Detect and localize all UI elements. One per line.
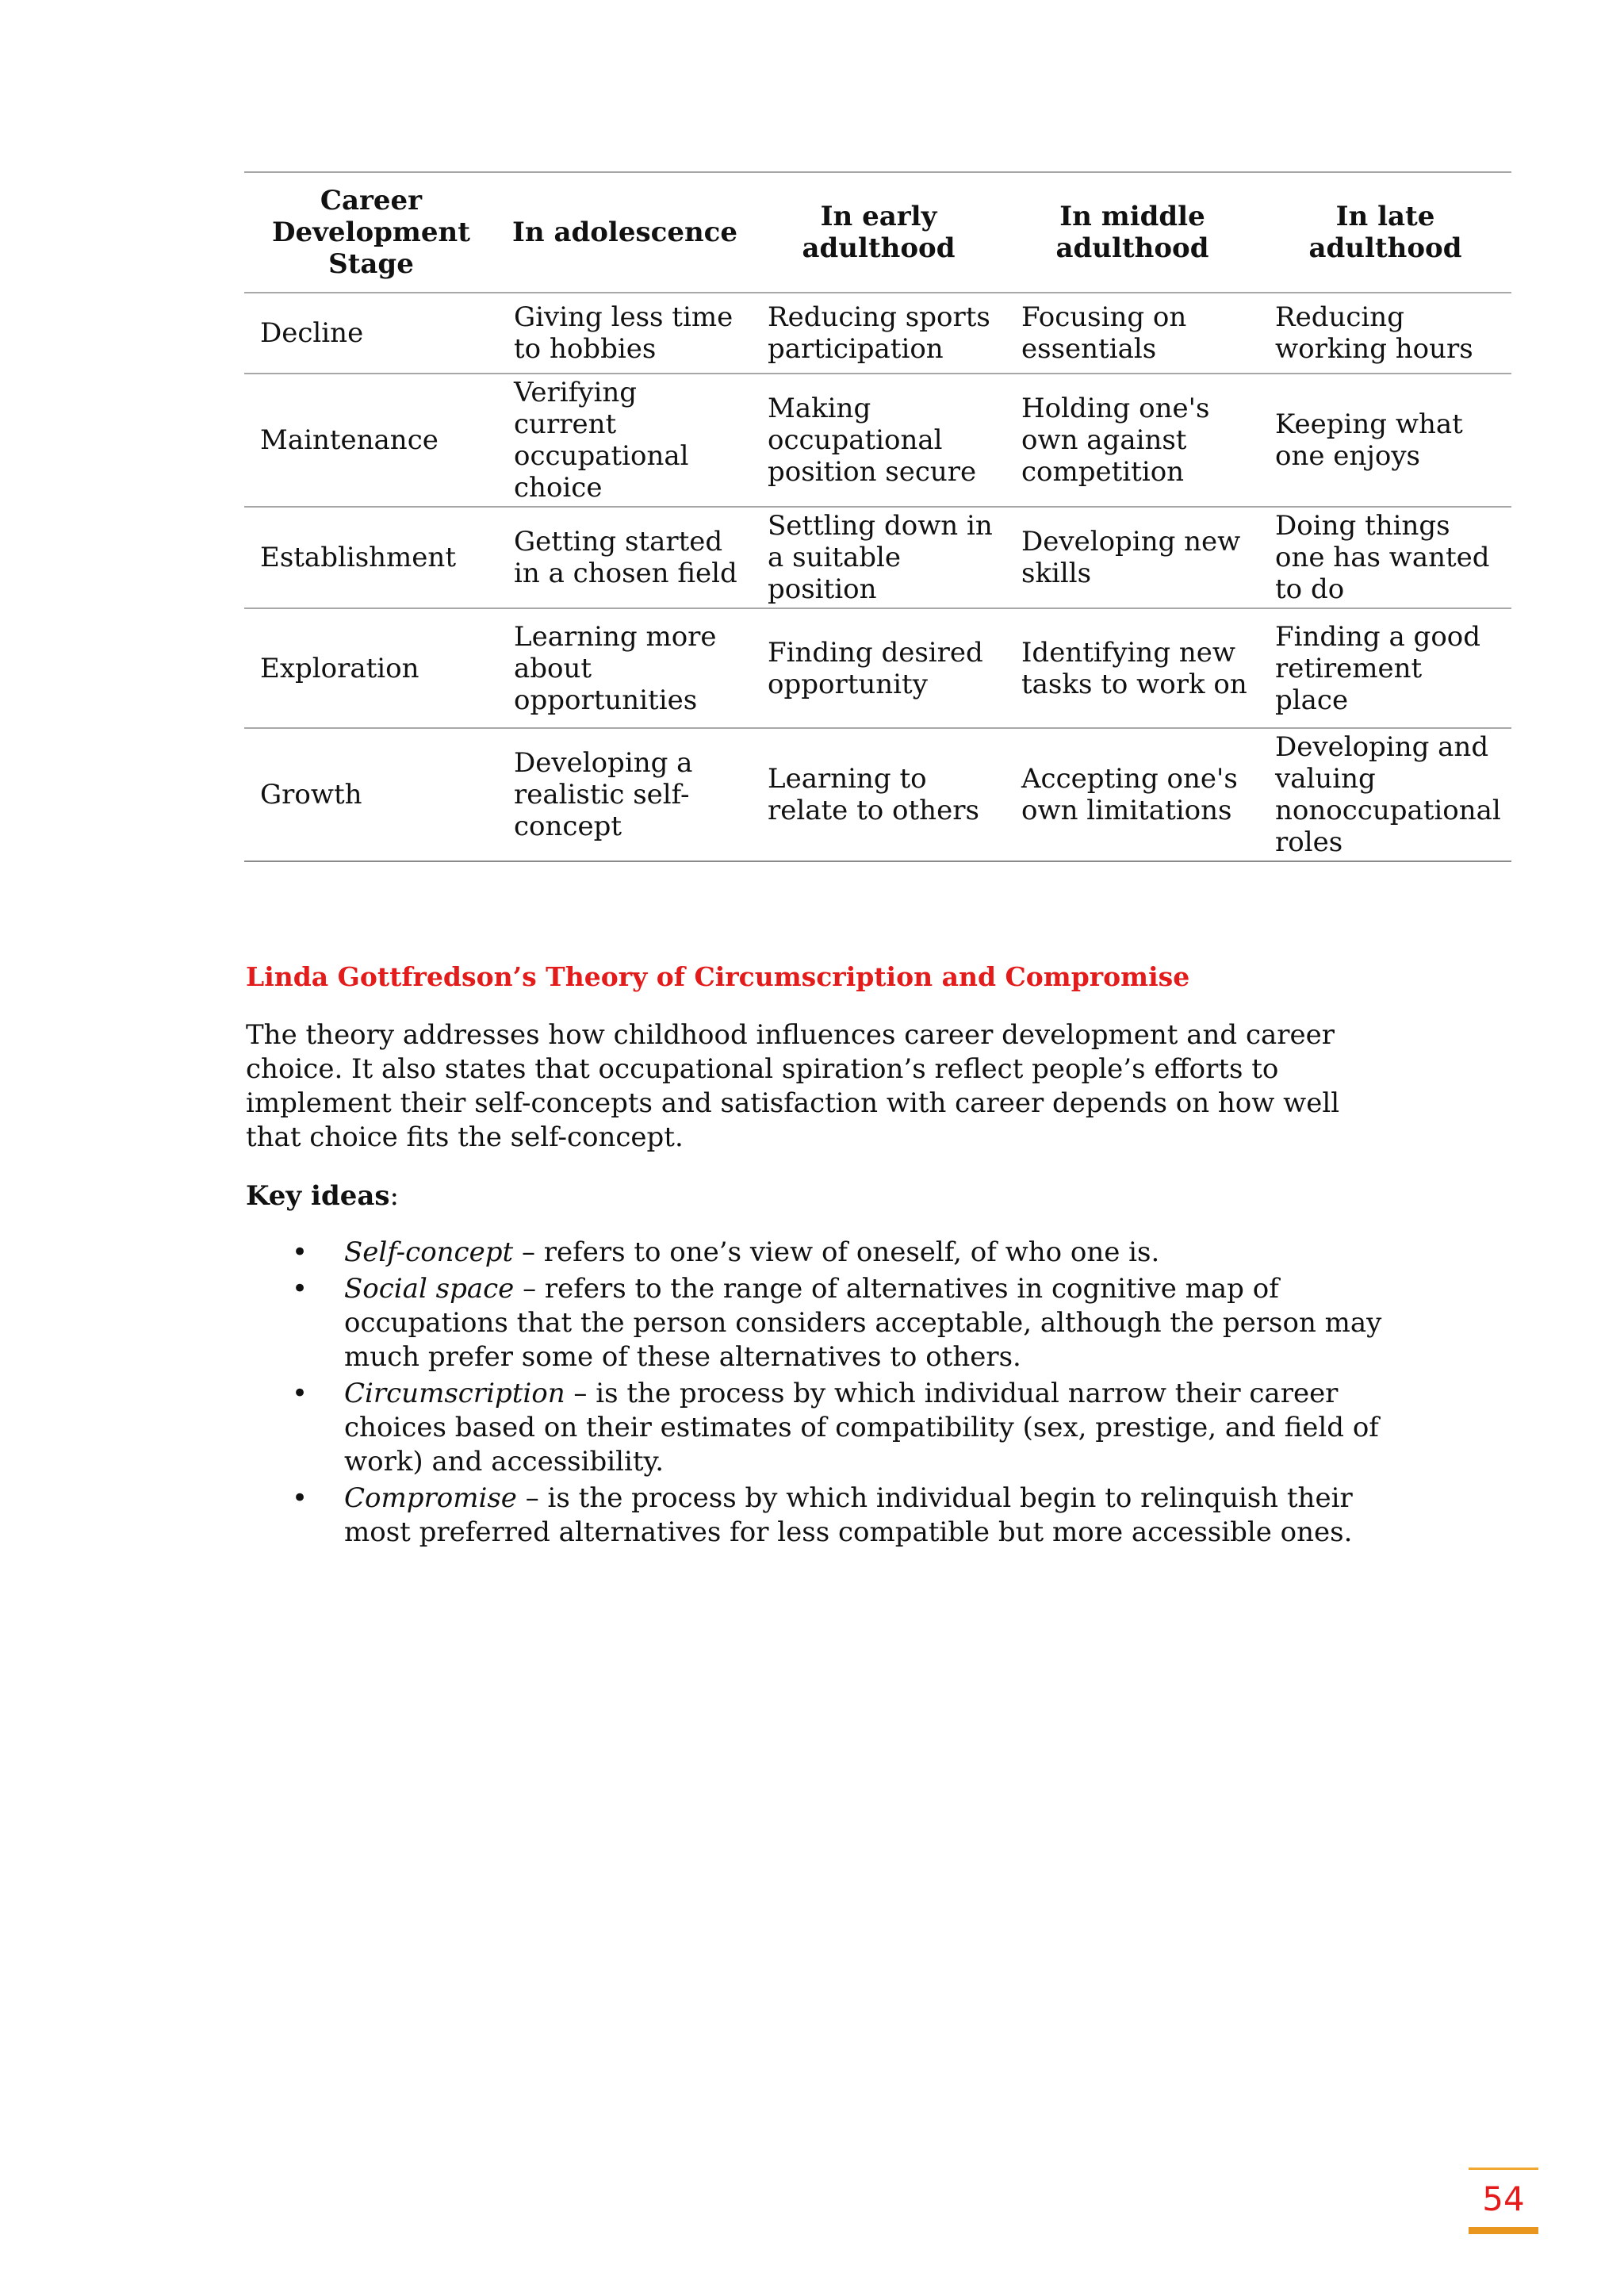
- list-item: [246, 1236, 1396, 1270]
- table-cell: Focusing on essentials: [1021, 301, 1187, 365]
- table-cell: Giving less time to hobbies: [514, 301, 733, 365]
- page-number-bottom-rule: [1469, 2227, 1538, 2234]
- key-ideas-label: Key ideas: [246, 1180, 390, 1212]
- table-cell: Verifying current occupational choice: [514, 377, 689, 504]
- table-cell-stage: Growth: [260, 779, 362, 811]
- table-header-cell: In early adulthood: [802, 201, 956, 264]
- table-cell: Getting started in a chosen field: [514, 526, 737, 589]
- table-row: [244, 293, 1511, 374]
- bullet-icon: •: [292, 1378, 308, 1409]
- table-cell: Learning more about opportunities: [514, 620, 717, 716]
- table-row: [244, 728, 1511, 861]
- idea-term: Circumscription: [344, 1378, 565, 1409]
- bullet-icon: •: [292, 1482, 308, 1514]
- table-cell: Learning to relate to others: [768, 763, 979, 826]
- idea-text: – is the process by which individual narrow their career choices based on their estimates of compatibility (sex, prestige, and field of work) and accessibility.: [344, 1378, 1379, 1478]
- table-cell: Finding a good retirement place: [1275, 620, 1481, 716]
- table-cell: Doing things one has wanted to do: [1275, 510, 1490, 605]
- table-cell: Holding one's own against competition: [1021, 393, 1210, 488]
- table-header-row: [244, 172, 1511, 293]
- idea-text: – refers to the range of alternatives in cognitive map of occupations that the person considers acceptable, although the person may much prefer some of these alternatives to others.: [344, 1273, 1382, 1373]
- key-ideas-list: [246, 1236, 1396, 1552]
- table-cell: Identifying new tasks to work on: [1021, 636, 1247, 700]
- table-cell-stage: Decline: [260, 317, 364, 349]
- table-cell: Reducing sports participation: [768, 301, 990, 365]
- table-header-cell: Career Development Stage: [272, 185, 470, 280]
- career-stages-table-container: [244, 171, 1511, 862]
- section-title: Linda Gottfredson’s Theory of Circumscription and Compromise: [246, 961, 1190, 992]
- table-cell: Accepting one's own limitations: [1021, 763, 1238, 826]
- table-cell: Making occupational position secure: [768, 393, 977, 488]
- bullet-icon: •: [292, 1236, 308, 1268]
- page-number-box: [1469, 2168, 1538, 2231]
- table-row: [244, 507, 1511, 608]
- table-header-cell: In middle adulthood: [1055, 201, 1209, 264]
- table-cell: Keeping what one enjoys: [1275, 408, 1463, 472]
- page-number-top-rule: [1469, 2168, 1538, 2170]
- bullet-icon: •: [292, 1273, 308, 1305]
- table-cell: Reducing working hours: [1275, 301, 1473, 365]
- table-row: [244, 608, 1511, 728]
- table-header-cell: In adolescence: [511, 217, 738, 248]
- intro-paragraph: The theory addresses how childhood influences career development and career choice. It also states that occupational spiration’s reflect people’s efforts to implement their self-concepts and satisfaction with career depends on how well that choice fits the self-concept.: [246, 1019, 1340, 1153]
- table-cell-stage: Establishment: [260, 542, 456, 573]
- idea-term: Self-concept: [344, 1236, 514, 1268]
- table-header-cell: In late adulthood: [1308, 201, 1462, 264]
- table-cell: Developing new skills: [1021, 526, 1241, 589]
- career-stages-table: [244, 171, 1511, 862]
- idea-term: Compromise: [344, 1482, 517, 1514]
- table-cell: Developing a realistic self-concept: [514, 747, 693, 842]
- table-cell: Finding desired opportunity: [768, 636, 983, 700]
- key-ideas-colon: :: [389, 1180, 399, 1212]
- list-item: [246, 1377, 1396, 1479]
- key-ideas-heading: [246, 1179, 399, 1213]
- list-item: [246, 1272, 1396, 1374]
- list-item: [246, 1481, 1396, 1550]
- table-cell-stage: Maintenance: [260, 424, 439, 456]
- idea-term: Social space: [344, 1273, 515, 1305]
- table-cell-stage: Exploration: [260, 652, 419, 684]
- page-number: 54: [1482, 2179, 1525, 2218]
- idea-text: – is the process by which individual begin to relinquish their most preferred alternatives for less compatible but more accessible ones.: [344, 1482, 1353, 1548]
- table-row: [244, 374, 1511, 507]
- idea-text: – refers to one’s view of oneself, of who one is.: [513, 1236, 1160, 1268]
- table-cell: Developing and valuing nonoccupational roles: [1275, 731, 1501, 858]
- table-cell: Settling down in a suitable position: [768, 510, 993, 605]
